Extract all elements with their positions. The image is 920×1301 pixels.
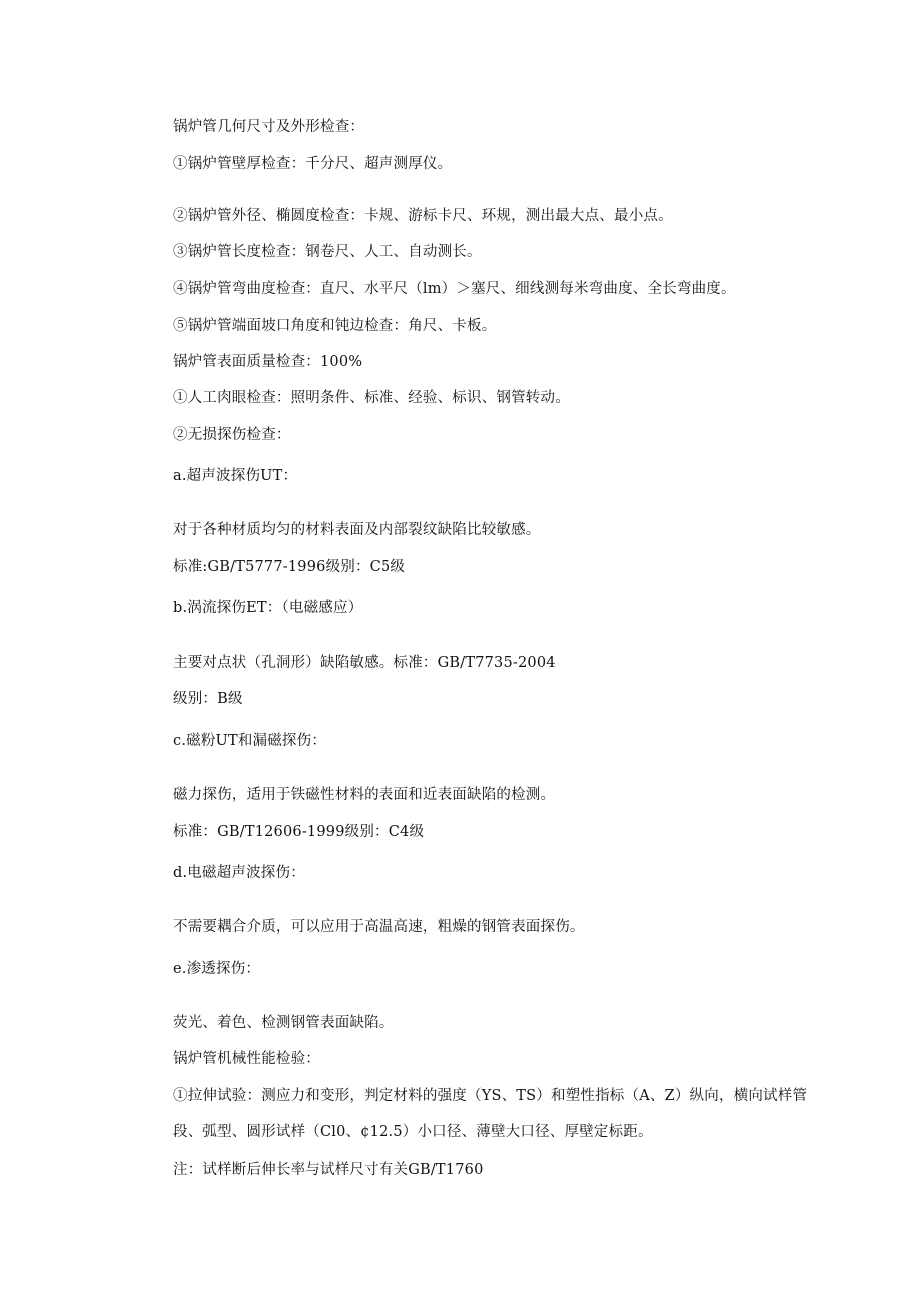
paragraph-magnetic-standard: 标准：GB/T12606-1999级别：C4级: [173, 824, 425, 840]
paragraph-tensile-test: ①拉伸试验：测应力和变形，判定材料的强度（YS、TS）和塑性指标（A、Z）纵向，横向试样管段、弧型、圆形试样（Cl0、¢12.5）小口径、薄壁大口径、厚壁定标距。: [173, 1088, 808, 1140]
paragraph-end-face: ⑤锅炉管端面坡口角度和钝边检查：角尺、卡板。: [173, 318, 497, 334]
paragraph-ultrasonic-desc: 对于各种材质均匀的材料表面及内部裂纹缺陷比较敏感。: [173, 522, 541, 538]
paragraph-bending: ④锅炉管弯曲度检查：直尺、水平尺（lm）＞塞尺、细线测每米弯曲度、全长弯曲度。: [173, 281, 736, 297]
subheading-ultrasonic: a.超声波探伤UT：: [173, 468, 298, 484]
subheading-eddy-current: b.涡流探伤ET：（电磁感应）: [173, 600, 363, 616]
paragraph-wall-thickness: ①锅炉管壁厚检查：千分尺、超声测厚仪。: [173, 156, 453, 172]
paragraph-ultrasonic-standard: 标准:GB/T5777-1996级别：C5级: [173, 559, 406, 575]
paragraph-length: ③锅炉管长度检查：钢卷尺、人工、自动测长。: [173, 244, 482, 260]
paragraph-eddy-desc: 主要对点状（孔洞形）缺陷敏感。标准：GB/T7735-2004: [173, 655, 556, 671]
section-heading-geometry: 锅炉管几何尺寸及外形检查：: [173, 119, 365, 135]
subheading-penetrant: e.渗透探伤：: [173, 961, 261, 977]
section-heading-surface: 锅炉管表面质量检查：100%: [173, 354, 363, 370]
paragraph-nondestructive: ②无损探伤检查：: [173, 427, 291, 443]
paragraph-note: 注：试样断后伸长率与试样尺寸有关GB/T1760: [173, 1162, 484, 1178]
section-heading-mechanical: 锅炉管机械性能检验：: [173, 1051, 320, 1067]
paragraph-outer-diameter: ②锅炉管外径、椭圆度检查：卡规、游标卡尺、环规，测出最大点、最小点。: [173, 208, 673, 224]
paragraph-penetrant-desc: 荧光、着色、检测钢管表面缺陷。: [173, 1015, 394, 1031]
paragraph-visual-inspection: ①人工肉眼检查：照明条件、标准、经验、标识、钢管转动。: [173, 390, 570, 406]
subheading-emat: d.电磁超声波探伤：: [173, 865, 305, 881]
paragraph-magnetic-desc: 磁力探伤，适用于铁磁性材料的表面和近表面缺陷的检测。: [173, 787, 556, 803]
paragraph-emat-desc: 不需要耦合介质，可以应用于高温高速，粗燥的钢管表面探伤。: [173, 919, 585, 935]
subheading-magnetic: c.磁粉UT和漏磁探伤：: [173, 733, 327, 749]
paragraph-eddy-grade: 级别：B级: [173, 691, 243, 707]
